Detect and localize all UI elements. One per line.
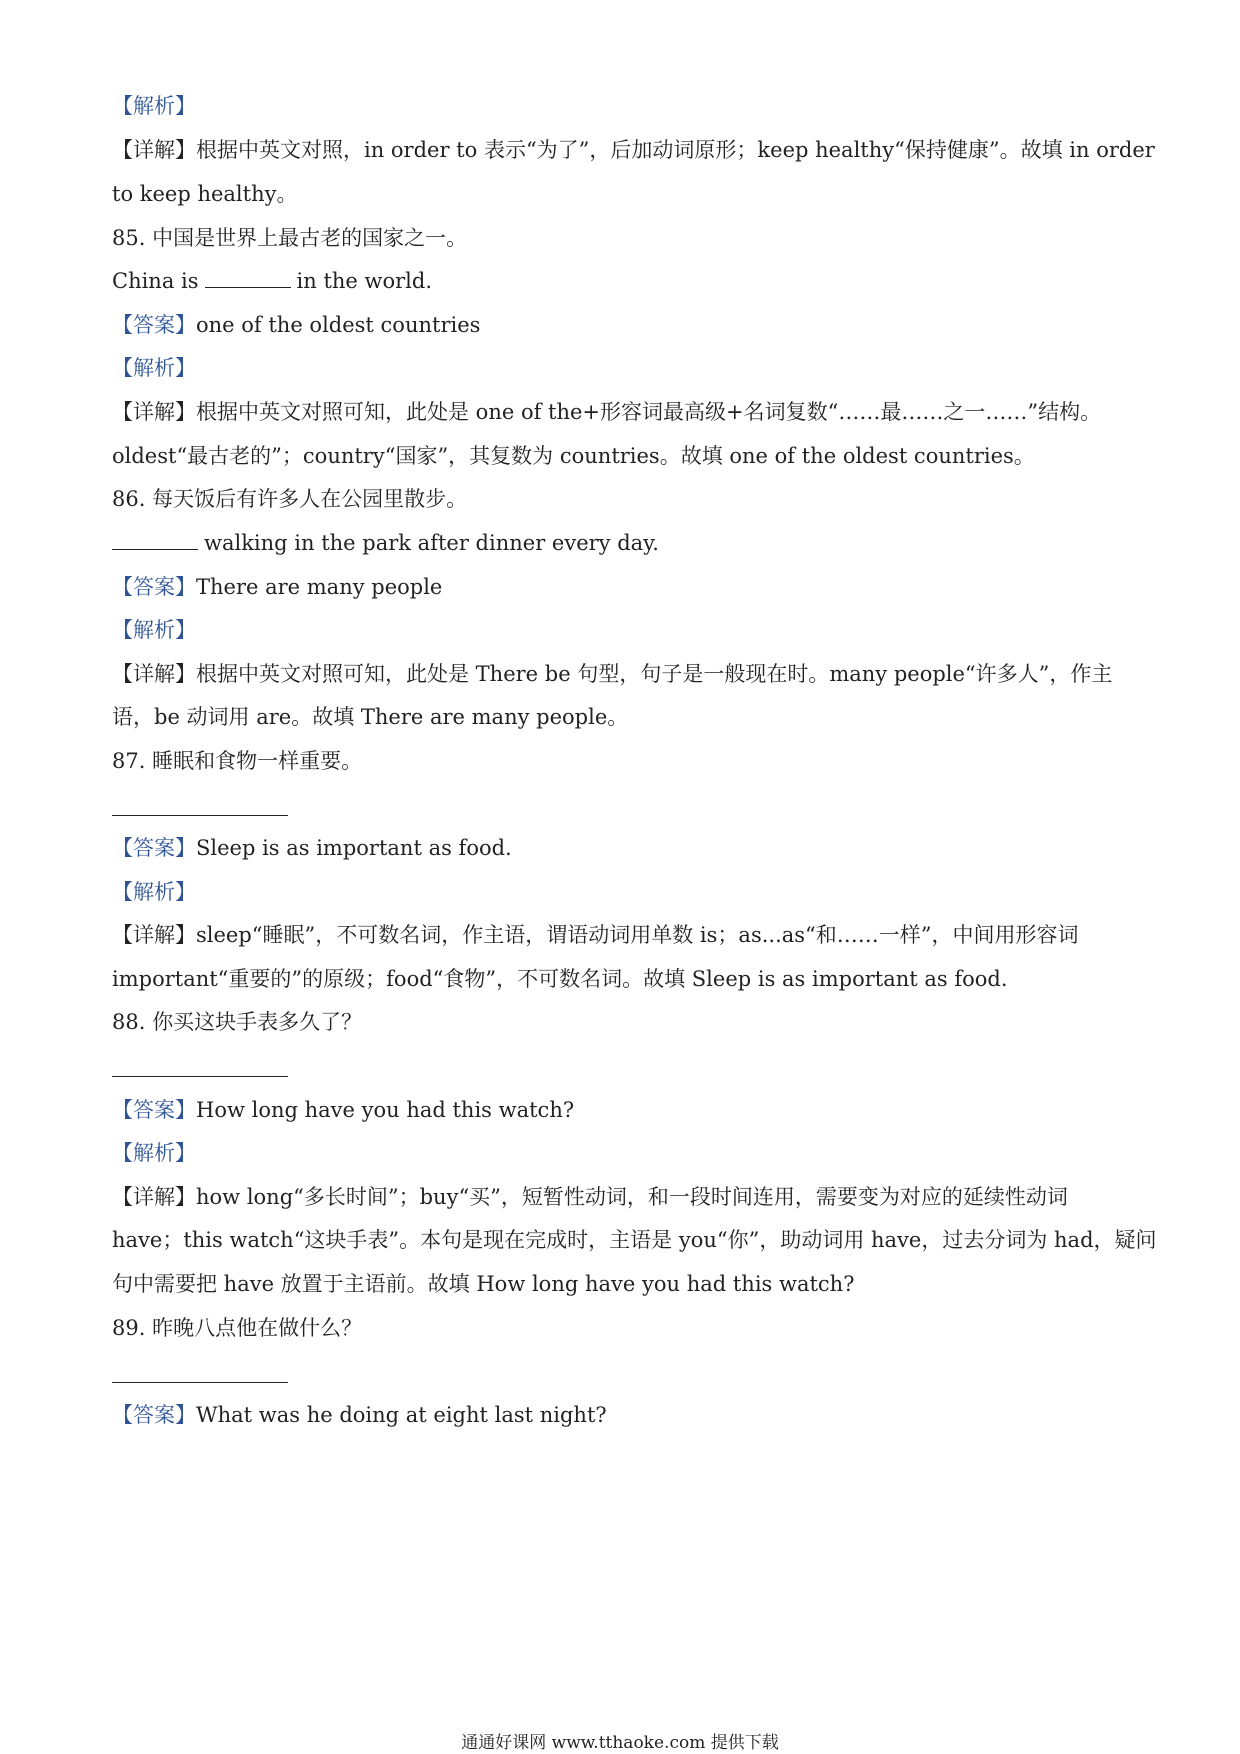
answer-blank[interactable] [112, 1076, 288, 1077]
detail-text: 【详解】how long“多长时间”；buy“买”，短暂性动词，和一段时间连用，需要变为对应的延续性动词 [112, 1185, 1068, 1209]
answer-86: 【答案】There are many people [112, 575, 443, 599]
analysis-label: 【解析】 [112, 1141, 196, 1165]
analysis-label: 【解析】 [112, 618, 196, 642]
answer-blank[interactable] [112, 531, 198, 550]
analysis-label: 【解析】 [112, 880, 196, 904]
answer-blank[interactable] [112, 815, 288, 816]
detail-text: 【详解】sleep“睡眠”，不可数名词，作主语，谓语动词用单数 is；as...as“和……一样”，中间用形容词 [112, 923, 1079, 947]
answer-blank[interactable] [112, 1382, 288, 1383]
prompt-86: walking in the park after dinner every day. [112, 529, 1130, 557]
detail-text: 【详解】根据中英文对照，in order to 表示“为了”，后加动词原形；keep healthy“保持健康”。故填 in order [112, 138, 1155, 162]
detail-text-cont: have；this watch“这块手表”。本句是现在完成时，主语是 you“你”，助动词用 have，过去分词为 had，疑问 [112, 1228, 1157, 1252]
answer-88: 【答案】How long have you had this watch? [112, 1098, 575, 1122]
question-86: 86. 每天饭后有许多人在公园里散步。 [112, 487, 468, 511]
answer-89: 【答案】What was he doing at eight last night? [112, 1403, 607, 1427]
answer-87: 【答案】Sleep is as important as food. [112, 836, 512, 860]
prompt-85: China is in the world. [112, 269, 433, 293]
analysis-label: 【解析】 [112, 94, 196, 118]
footer-watermark: 通通好课网 www.tthaoke.com 提供下载 [461, 1733, 779, 1753]
question-85: 85. 中国是世界上最古老的国家之一。 [112, 226, 468, 250]
question-88: 88. 你买这块手表多久了？ [112, 1010, 363, 1034]
detail-text-cont: 句中需要把 have 放置于主语前。故填 How long have you had this watch? [112, 1272, 855, 1296]
detail-text-cont: to keep healthy。 [112, 182, 298, 206]
detail-text-cont: 语，be 动词用 are。故填 There are many people。 [112, 705, 629, 729]
detail-text-cont: oldest“最古老的”；country“国家”，其复数为 countries。故填 one of the oldest countries。 [112, 444, 1035, 468]
question-87: 87. 睡眠和食物一样重要。 [112, 749, 363, 773]
question-89: 89. 昨晚八点他在做什么？ [112, 1316, 363, 1340]
detail-text: 【详解】根据中英文对照可知，此处是 There be 句型，句子是一般现在时。many people“许多人”，作主 [112, 662, 1113, 686]
detail-text-cont: important“重要的”的原级；food“食物”，不可数名词。故填 Sleep is as important as food. [112, 967, 1008, 991]
analysis-label: 【解析】 [112, 356, 196, 380]
answer-blank[interactable] [205, 269, 291, 288]
answer-85: 【答案】one of the oldest countries [112, 313, 481, 337]
detail-text: 【详解】根据中英文对照可知，此处是 one of the+形容词最高级+名词复数“……最……之一……”结构。 [112, 400, 1102, 424]
